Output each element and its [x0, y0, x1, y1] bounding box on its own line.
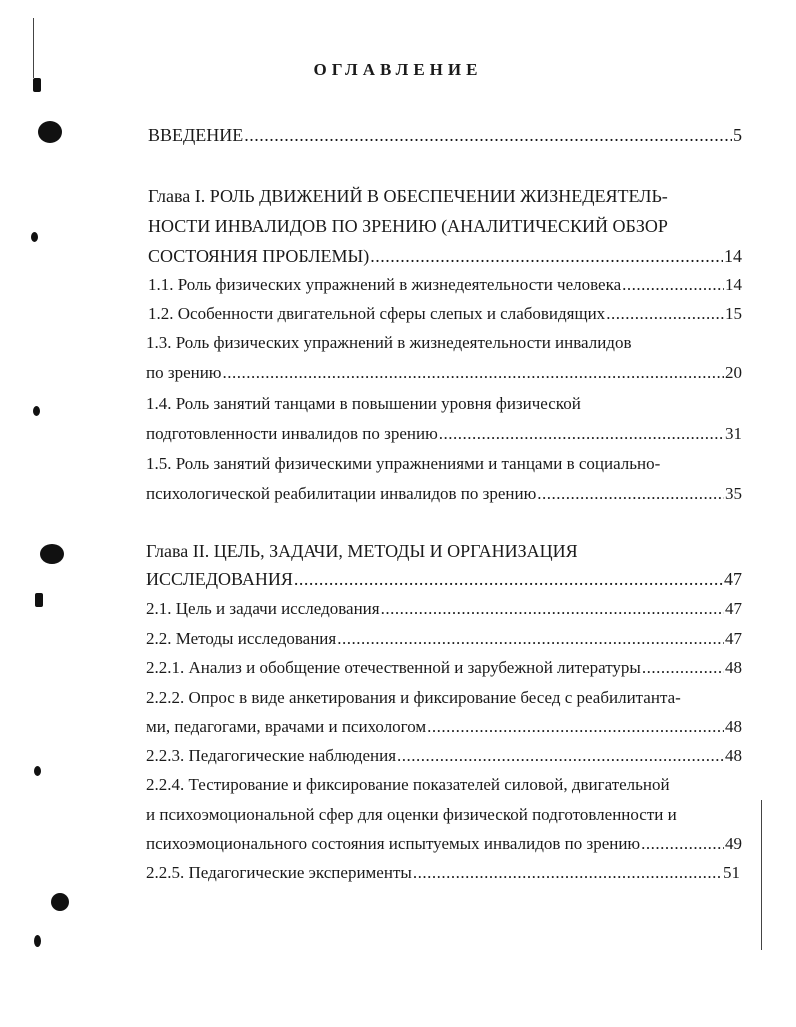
dot-leader — [641, 829, 724, 859]
toc-page-number: 47 — [725, 629, 742, 648]
toc-entry-text: психологической реабилитации инвалидов по зрению — [146, 484, 537, 503]
toc-entry-2-2-4-line: и психоэмоциональной сфер для оценки физической подготовленности и — [146, 805, 677, 824]
toc-entry-text: 2.2. Методы исследования — [146, 629, 337, 648]
chapter-heading-line — [146, 564, 742, 594]
toc-entry-text: 1.2. Особенности двигательной сферы слепых и слабовидящих — [148, 304, 606, 323]
dot-leader — [427, 712, 724, 742]
toc-entry-1-3 — [146, 358, 742, 388]
toc-entry-2-2-3 — [146, 741, 742, 771]
toc-entry-text: 2.2.3. Педагогические наблюдения — [146, 746, 397, 765]
toc-entry-text: СОСТОЯНИЯ ПРОБЛЕМЫ) — [148, 246, 370, 266]
binder-hole-mark — [34, 766, 41, 776]
binder-hole-mark — [35, 593, 43, 607]
toc-entry-text: ВВЕДЕНИЕ — [148, 125, 244, 145]
toc-entry-1-1 — [148, 270, 742, 300]
binder-hole-mark — [40, 544, 64, 564]
toc-page-number: 15 — [725, 304, 742, 323]
toc-entry-2-2-1 — [146, 653, 742, 683]
chapter-heading-line: Глава II. ЦЕЛЬ, ЗАДАЧИ, МЕТОДЫ И ОРГАНИЗАЦИЯ — [146, 541, 578, 561]
dot-leader — [244, 120, 732, 150]
dot-leader — [397, 741, 724, 771]
toc-entry-1-5 — [146, 479, 742, 509]
dot-leader — [622, 270, 724, 300]
dot-leader — [370, 241, 723, 271]
toc-page-number: 14 — [725, 275, 742, 294]
toc-page-number: 47 — [725, 599, 742, 618]
toc-entry-intro — [148, 120, 742, 150]
dot-leader — [642, 653, 724, 683]
toc-entry-text: 2.2.5. Педагогические эксперименты — [146, 863, 412, 882]
dot-leader — [337, 624, 724, 654]
toc-entry-text: по зрению — [146, 363, 222, 382]
dot-leader — [294, 564, 723, 594]
toc-entry-text: 2.1. Цель и задачи исследования — [146, 599, 380, 618]
dot-leader — [381, 594, 724, 624]
toc-page-number: 51 — [723, 863, 740, 882]
toc-page-number: 47 — [724, 569, 742, 589]
binder-hole-mark — [38, 121, 62, 143]
binder-hole-mark — [33, 78, 41, 92]
toc-page-number: 14 — [724, 246, 742, 266]
toc-page-number: 49 — [725, 834, 742, 853]
dot-leader — [606, 299, 724, 329]
binder-hole-mark — [33, 406, 40, 416]
toc-entry-1-2 — [148, 299, 742, 329]
scan-edge-line — [761, 800, 762, 950]
dot-leader — [413, 858, 722, 888]
binder-hole-mark — [34, 935, 41, 947]
toc-page-number: 35 — [725, 484, 742, 503]
toc-page-number: 48 — [725, 746, 742, 765]
toc-entry-text: 1.1. Роль физических упражнений в жизнедеятельности человека — [148, 275, 622, 294]
chapter-heading-line: НОСТИ ИНВАЛИДОВ ПО ЗРЕНИЮ (АНАЛИТИЧЕСКИЙ ОБЗОР — [148, 216, 668, 236]
toc-entry-2-1 — [146, 594, 742, 624]
toc-page-number: 48 — [725, 717, 742, 736]
toc-page-number: 31 — [725, 424, 742, 443]
toc-entry-2-2-4-line: 2.2.4. Тестирование и фиксирование показателей силовой, двигательной — [146, 775, 670, 794]
toc-page-number: 48 — [725, 658, 742, 677]
toc-entry-2-2-4 — [146, 829, 742, 859]
toc-entry-1-4 — [146, 419, 742, 449]
toc-entry-text: подготовленности инвалидов по зрению — [146, 424, 438, 443]
dot-leader — [537, 479, 724, 509]
toc-entry-text: психоэмоционального состояния испытуемых инвалидов по зрению — [146, 834, 641, 853]
toc-entry-text: ми, педагогами, врачами и психологом — [146, 717, 427, 736]
binder-hole-mark — [51, 893, 69, 911]
toc-entry-2-2-5 — [146, 858, 740, 888]
page-title: ОГЛАВЛЕНИЕ — [313, 60, 483, 79]
toc-entry-text: ИССЛЕДОВАНИЯ — [146, 569, 293, 589]
chapter-heading-line: Глава I. РОЛЬ ДВИЖЕНИЙ В ОБЕСПЕЧЕНИИ ЖИЗНЕДЕЯТЕЛЬ- — [148, 186, 668, 206]
toc-page-number: 5 — [733, 125, 742, 145]
toc-entry-1-4-line: 1.4. Роль занятий танцами в повышении уровня физической — [146, 394, 581, 413]
toc-entry-1-3-line: 1.3. Роль физических упражнений в жизнедеятельности инвалидов — [146, 333, 632, 352]
binder-hole-mark — [31, 232, 38, 242]
toc-entry-1-5-line: 1.5. Роль занятий физическими упражнениями и танцами в социально- — [146, 454, 661, 473]
toc-entry-2-2 — [146, 624, 742, 654]
dot-leader — [439, 419, 724, 449]
toc-entry-2-2-2 — [146, 712, 742, 742]
chapter-heading-line — [148, 241, 742, 271]
toc-page-number: 20 — [725, 363, 742, 382]
dot-leader — [223, 358, 724, 388]
toc-entry-text: 2.2.1. Анализ и обобщение отечественной и зарубежной литературы — [146, 658, 641, 677]
toc-entry-2-2-2-line: 2.2.2. Опрос в виде анкетирования и фиксирование бесед с реабилитанта- — [146, 688, 681, 707]
